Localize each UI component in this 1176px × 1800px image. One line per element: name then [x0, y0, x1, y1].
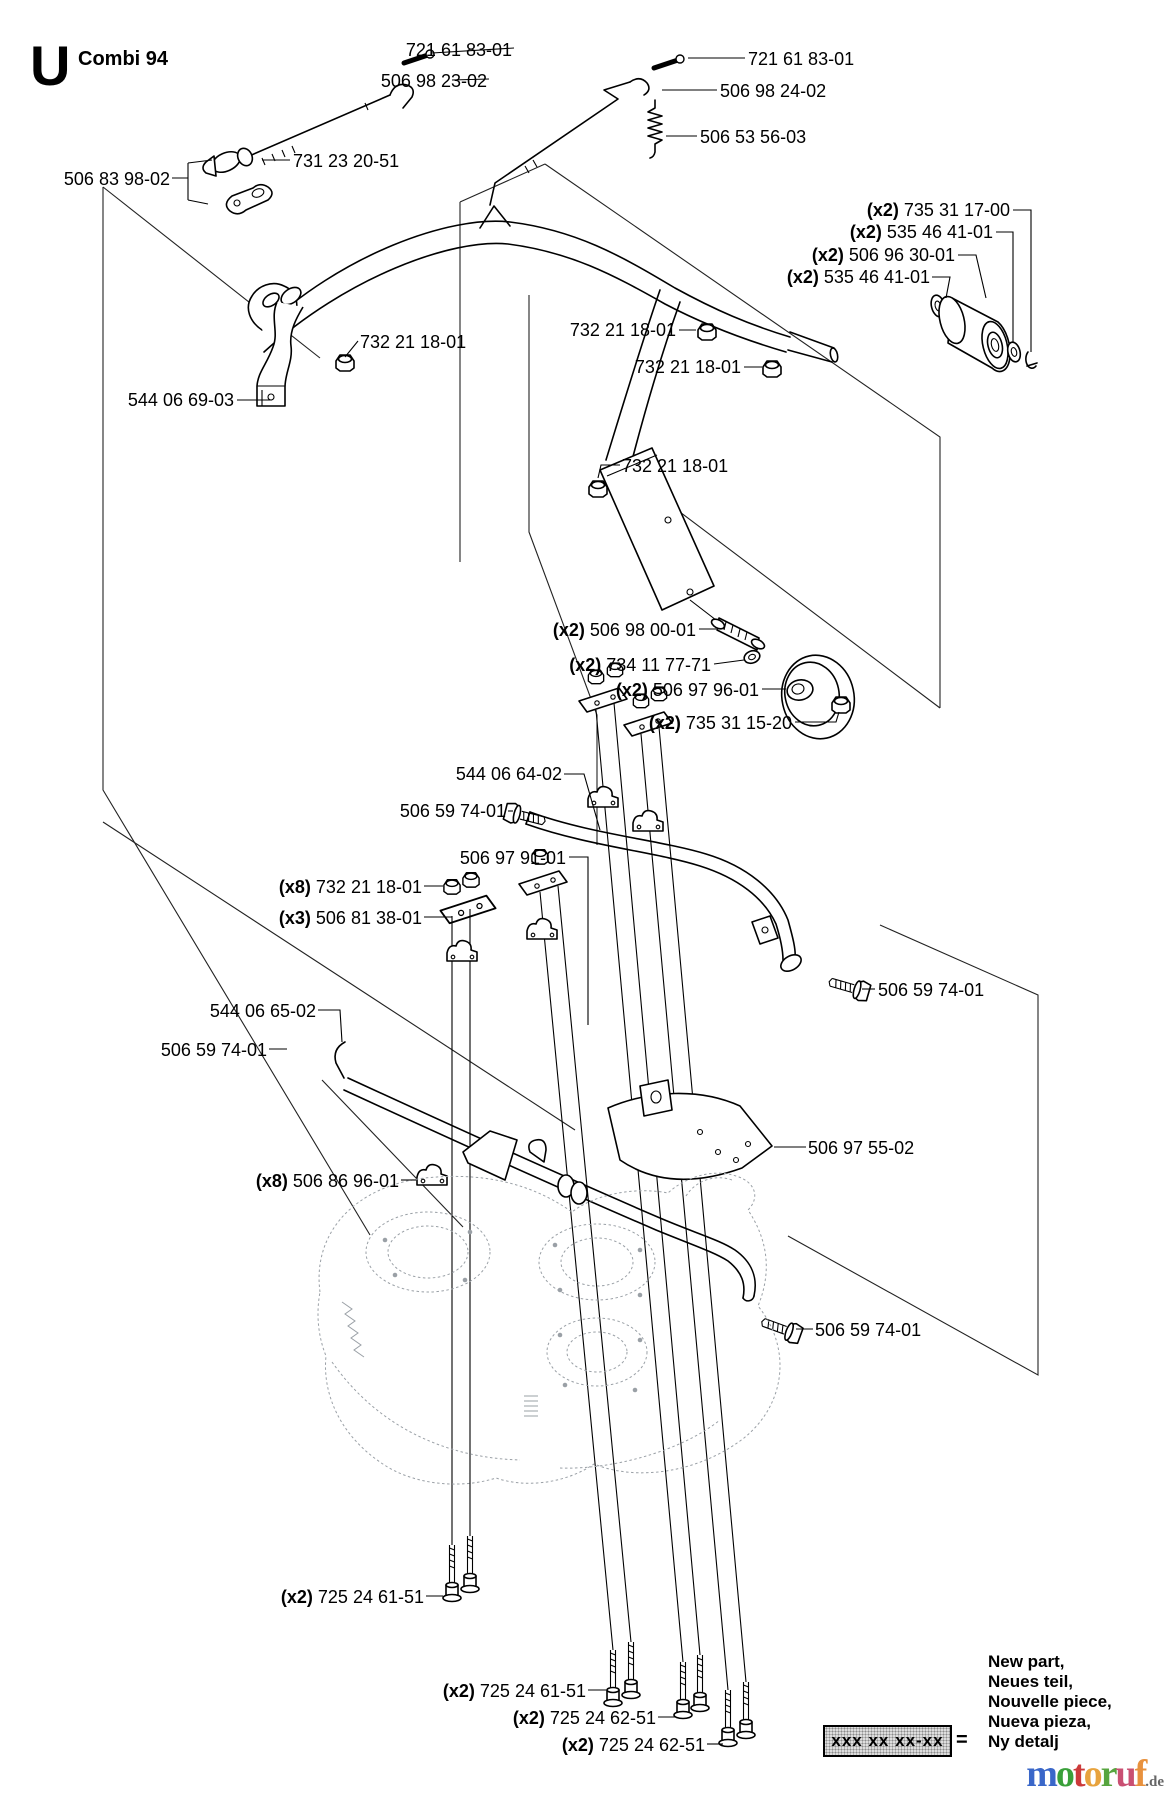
logo-domain-suffix: .de [1145, 1774, 1164, 1790]
logo-letter: m [1026, 1753, 1056, 1795]
new-part-legend [988, 1652, 1112, 1752]
frame-tube [248, 206, 839, 610]
label-721-61-83-01: 721 61 83-01 [748, 49, 855, 69]
label-732-21-18-01: 732 21 18-01 [622, 456, 729, 476]
label-506-98-23-02: 506 98 23-02 [380, 71, 487, 91]
model-title: Combi 94 [78, 48, 169, 70]
logo-letter: u [1115, 1753, 1135, 1795]
label-506-59-74-01: 506 59 74-01 [160, 1040, 267, 1060]
section-letter: U [30, 34, 71, 97]
logo-letter: o [1083, 1753, 1101, 1795]
label-506-97-91-01: 506 97 91-01 [459, 848, 566, 868]
label-725-24-62-51: (x2) 725 24 62-51 [512, 1708, 656, 1728]
label-506-86-96-01: (x8) 506 86 96-01 [255, 1171, 399, 1191]
bracket-506-97-55 [608, 1080, 772, 1179]
label-732-21-18-01: 732 21 18-01 [360, 332, 467, 352]
label-721-61-83-01: 721 61 83-01 [405, 40, 512, 60]
label-725-24-61-51: (x2) 725 24 61-51 [280, 1587, 424, 1607]
motoruf-logo[interactable] [1026, 1752, 1164, 1796]
label-506-59-74-01: 506 59 74-01 [399, 801, 506, 821]
label-506-97-96-01: (x2) 506 97 96-01 [615, 680, 759, 700]
upper-bar-544-06-64 [503, 802, 871, 1003]
label-506-96-30-01: (x2) 506 96 30-01 [811, 245, 955, 265]
equals-sign: = [956, 1729, 968, 1751]
label-506-98-00-01: (x2) 506 98 00-01 [552, 620, 696, 640]
mower-deck [318, 1173, 780, 1484]
label-535-46-41-01: (x2) 535 46 41-01 [786, 267, 930, 287]
legend-line: New part, [988, 1652, 1065, 1671]
lower-bar-544-06-65 [335, 1042, 804, 1345]
label-725-24-61-51: (x2) 725 24 61-51 [442, 1681, 586, 1701]
legend-line: Nueva pieza, [988, 1712, 1091, 1731]
logo-letter: f [1134, 1753, 1146, 1795]
label-544-06-65-02: 544 06 65-02 [209, 1001, 316, 1021]
label-506-53-56-03: 506 53 56-03 [700, 127, 807, 147]
label-731-23-20-51: 731 23 20-51 [293, 151, 400, 171]
new-part-number-box: xxx xx xx-xx [823, 1725, 952, 1757]
label-735-31-17-00: (x2) 735 31 17-00 [866, 200, 1010, 220]
label-506-59-74-01: 506 59 74-01 [878, 980, 985, 1000]
legend-line: Nouvelle piece, [988, 1692, 1112, 1711]
label-535-46-41-01: (x2) 535 46 41-01 [849, 222, 993, 242]
legend-line: Ny detalj [988, 1732, 1059, 1751]
label-506-97-55-02: 506 97 55-02 [808, 1138, 915, 1158]
label-732-21-18-01: 732 21 18-01 [634, 357, 741, 377]
label-506-98-24-02: 506 98 24-02 [720, 81, 827, 101]
label-725-24-62-51: (x2) 725 24 62-51 [561, 1735, 705, 1755]
label-506-83-98-02: 506 83 98-02 [63, 169, 170, 189]
roller-assembly [929, 294, 1037, 372]
deck-hole-dots [383, 1230, 643, 1393]
label-732-21-18-01: (x8) 732 21 18-01 [278, 877, 422, 897]
label-506-81-38-01: (x3) 506 81 38-01 [278, 908, 422, 928]
label-544-06-69-03: 544 06 69-03 [127, 390, 234, 410]
label-734-11-77-71: (x2) 734 11 77-71 [569, 655, 711, 675]
label-506-59-74-01: 506 59 74-01 [815, 1320, 922, 1340]
label-735-31-15-20: (x2) 735 31 15-20 [648, 713, 792, 733]
logo-letter: o [1055, 1753, 1073, 1795]
legend-line: Neues teil, [988, 1672, 1074, 1691]
spring-506-53-56 [648, 100, 662, 158]
label-732-21-18-01: 732 21 18-01 [569, 320, 676, 340]
logo-letter: t [1072, 1753, 1084, 1795]
label-544-06-64-02: 544 06 64-02 [455, 764, 562, 784]
rod-506-98-24 [490, 55, 684, 205]
logo-letter: r [1100, 1753, 1116, 1795]
